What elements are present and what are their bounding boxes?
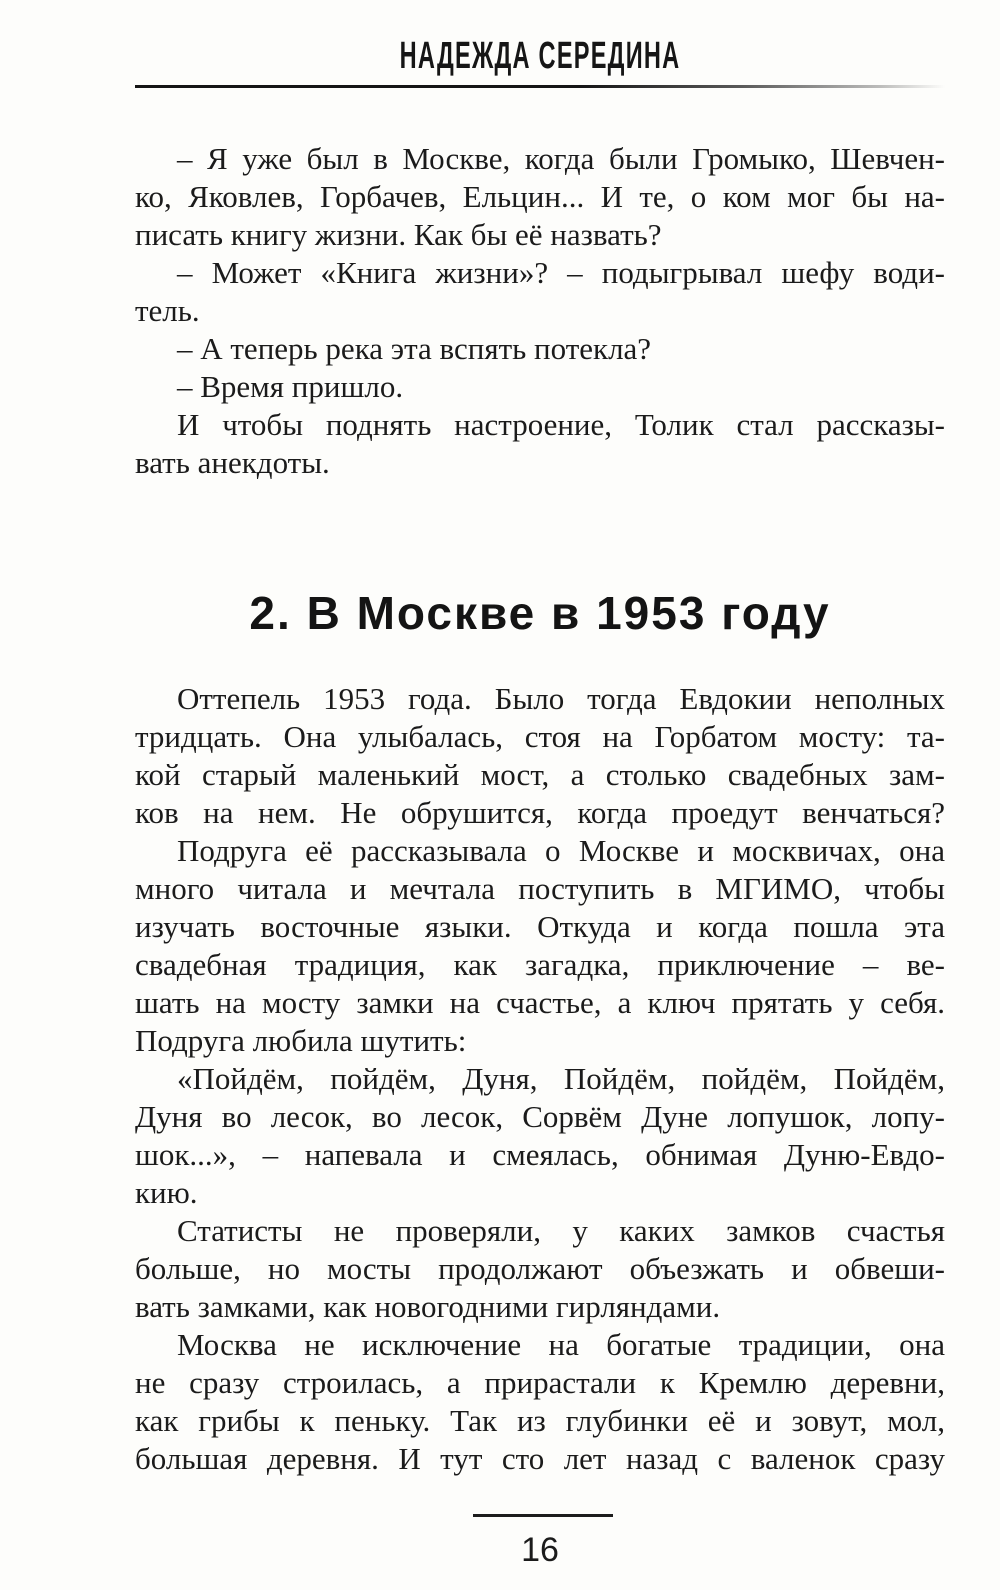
text-line: кой старый маленький мост, а столько свадебных зам- bbox=[135, 757, 945, 792]
text-line: большая деревня. И тут сто лет назад с валенок сразу bbox=[135, 1441, 945, 1476]
text-line: кию. bbox=[135, 1175, 198, 1210]
header-divider bbox=[135, 85, 945, 88]
text-line: шать на мосту замки на счастье, а ключ прятать у себя. bbox=[135, 985, 945, 1020]
text-line: – Время пришло. bbox=[177, 369, 404, 404]
text-line: – Я уже был в Москве, когда были Громыко, Шевчен- bbox=[177, 141, 945, 176]
text-line: больше, но мосты продолжают объезжать и обвеши- bbox=[135, 1251, 945, 1286]
text-line: Дуня во лесок, во лесок, Сорвём Дуне лопушок, лопу- bbox=[135, 1099, 945, 1134]
text-line: Подруга её рассказывала о Москве и москвичах, она bbox=[177, 833, 945, 868]
text-line: – А теперь река эта вспять потекла? bbox=[177, 331, 652, 366]
page-number: 16 bbox=[521, 1531, 559, 1569]
text-line: тель. bbox=[135, 293, 200, 328]
body-text-block-1 bbox=[135, 140, 945, 482]
text-line: Подруга любила шутить: bbox=[135, 1023, 467, 1058]
text-line: писать книгу жизни. Как бы её назвать? bbox=[135, 217, 662, 252]
text-line: вать анекдоты. bbox=[135, 445, 330, 480]
text-line: как грибы к пеньку. Так из глубинки её и зовут, мол, bbox=[135, 1403, 945, 1438]
body-text-block-2 bbox=[135, 680, 945, 1478]
text-line: много читала и мечтала поступить в МГИМО, чтобы bbox=[135, 871, 945, 906]
text-line: Статисты не проверяли, у каких замков счастья bbox=[177, 1213, 945, 1248]
text-line: «Пойдём, пойдём, Дуня, Пойдём, пойдём, Пойдём, bbox=[177, 1061, 945, 1096]
text-line: тридцать. Она улыбалась, стоя на Горбатом мосту: та- bbox=[135, 719, 945, 754]
footer-divider bbox=[473, 1514, 613, 1517]
text-line: Оттепель 1953 года. Было тогда Евдокии неполных bbox=[177, 681, 945, 716]
text-line: свадебная традиция, как загадка, приключение – ве- bbox=[135, 947, 945, 982]
text-line: ков на нем. Не обрушится, когда проедут венчаться? bbox=[135, 795, 945, 830]
text-line: вать замками, как новогодними гирляндами. bbox=[135, 1289, 721, 1324]
text-line: ко, Яковлев, Горбачев, Ельцин... И те, о ком мог бы на- bbox=[135, 179, 945, 214]
text-line: не сразу строилась, а прирастали к Кремлю деревни, bbox=[135, 1365, 945, 1400]
chapter-heading: 2. В Москве в 1953 году bbox=[249, 587, 831, 639]
author-header: НАДЕЖДА СЕРЕДИНА bbox=[399, 35, 681, 77]
text-line: Москва не исключение на богатые традиции, она bbox=[177, 1327, 945, 1362]
text-line: шок...», – напевала и смеялась, обнимая Дуню-Евдо- bbox=[135, 1137, 945, 1172]
text-line: изучать восточные языки. Откуда и когда пошла эта bbox=[135, 909, 945, 944]
text-line: И чтобы поднять настроение, Толик стал рассказы- bbox=[177, 407, 945, 442]
text-column bbox=[135, 0, 945, 1590]
text-line: – Может «Книга жизни»? – подыгрывал шефу води- bbox=[177, 255, 945, 290]
